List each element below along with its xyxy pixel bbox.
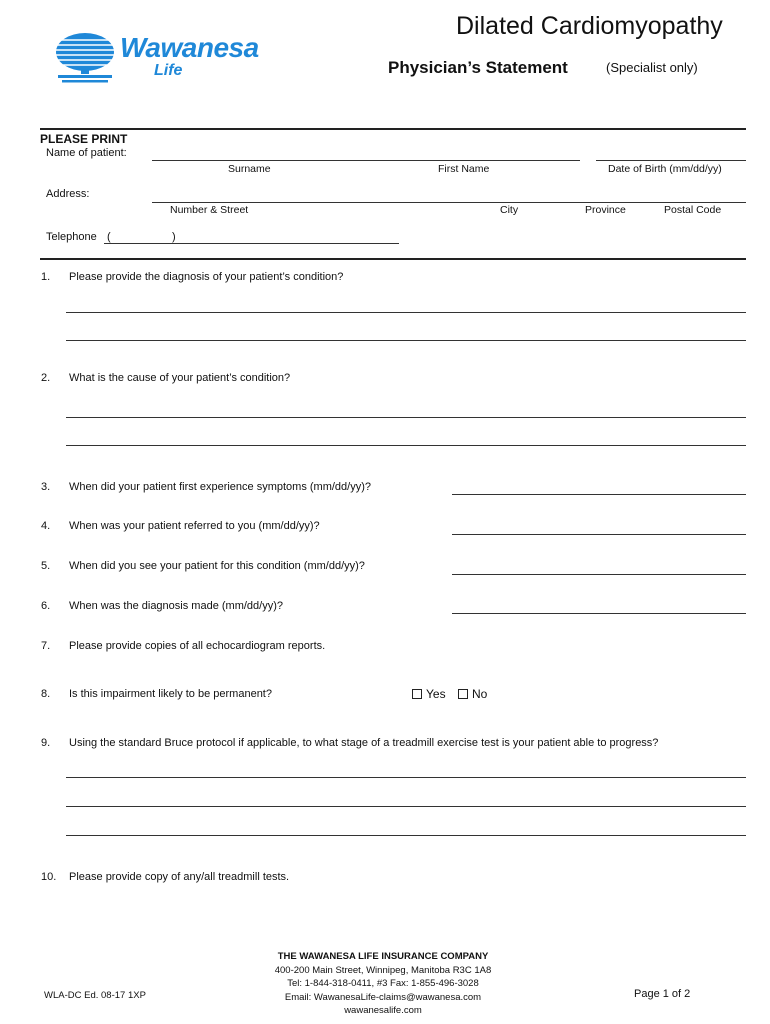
question-8-number: 8. — [41, 688, 51, 700]
tree-emblem-icon — [54, 30, 116, 86]
footer-company-block — [233, 950, 533, 1018]
footer-telephone: Tel: 1-844-318-0411, #3 Fax: 1-855-496-3028 — [287, 978, 479, 989]
please-print-label: PLEASE PRINT — [40, 132, 128, 146]
header-divider — [40, 128, 746, 130]
yes-checkbox[interactable] — [412, 689, 422, 699]
question-4-number: 4. — [41, 520, 51, 532]
logo-sub: Life — [154, 62, 183, 79]
question-4-answer-line[interactable] — [452, 534, 746, 535]
postal-caption: Postal Code — [664, 204, 722, 216]
telephone-label: Telephone — [46, 231, 97, 243]
no-label: No — [472, 687, 488, 701]
page-number: Page 1 of 2 — [634, 988, 691, 1000]
surname-caption: Surname — [228, 163, 271, 175]
telephone-field[interactable] — [104, 243, 399, 244]
question-3-answer-line[interactable] — [452, 494, 746, 495]
question-5-answer-line[interactable] — [452, 574, 746, 575]
question-6-number: 6. — [41, 600, 51, 612]
question-9-number: 9. — [41, 737, 51, 749]
address-field[interactable] — [152, 202, 746, 203]
specialist-note: (Specialist only) — [606, 60, 698, 75]
address-label: Address: — [46, 188, 90, 200]
question-4-text: When was your patient referred to you (mm/dd/yy)? — [69, 520, 320, 532]
no-checkbox[interactable] — [458, 689, 468, 699]
document-subtitle: Physician’s Statement — [388, 58, 568, 77]
question-9-answer-line[interactable] — [66, 806, 746, 807]
question-1-number: 1. — [41, 271, 51, 283]
dob-caption: Date of Birth (mm/dd/yy) — [608, 163, 722, 175]
question-5-number: 5. — [41, 560, 51, 572]
question-9-text: Using the standard Bruce protocol if applicable, to what stage of a treadmill exercise test is your patient able to progress? — [69, 737, 659, 749]
patient-name-field[interactable] — [152, 160, 580, 161]
question-2-answer-line[interactable] — [66, 417, 746, 418]
question-1-answer-line[interactable] — [66, 340, 746, 341]
question-3-text: When did your patient first experience symptoms (mm/dd/yy)? — [69, 481, 372, 493]
telephone-open-paren: ( — [107, 231, 111, 243]
section-divider — [40, 258, 746, 260]
question-1-text: Please provide the diagnosis of your patient’s condition? — [69, 271, 344, 283]
question-8-text: Is this impairment likely to be permanent? — [69, 688, 272, 700]
dob-field[interactable] — [596, 160, 746, 161]
patient-name-label: Name of patient: — [46, 147, 127, 159]
yes-label: Yes — [426, 687, 446, 701]
telephone-close-paren: ) — [172, 231, 176, 243]
permanent-no-option[interactable] — [458, 687, 487, 701]
footer-email: Email: WawanesaLife-claims@wawanesa.com — [284, 991, 482, 1003]
footer-website: wawanesalife.com — [344, 1005, 422, 1016]
question-1-answer-line[interactable] — [66, 312, 746, 313]
question-2-number: 2. — [41, 372, 51, 384]
form-code: WLA-DC Ed. 08-17 1XP — [44, 990, 146, 1001]
question-9-answer-line[interactable] — [66, 777, 746, 778]
question-5-text: When did you see your patient for this condition (mm/dd/yy)? — [69, 560, 365, 572]
question-6-text: When was the diagnosis made (mm/dd/yy)? — [69, 600, 283, 612]
province-caption: Province — [585, 204, 626, 216]
city-caption: City — [500, 204, 519, 216]
logo-wordmark: Wawanesa — [120, 32, 259, 63]
street-caption: Number & Street — [170, 204, 249, 216]
question-7-number: 7. — [41, 640, 51, 652]
question-2-answer-line[interactable] — [66, 445, 746, 446]
question-2-text: What is the cause of your patient’s condition? — [69, 372, 291, 384]
first-name-caption: First Name — [438, 163, 490, 175]
document-title: Dilated Cardiomyopathy — [456, 12, 723, 40]
question-10-number: 10. — [41, 871, 57, 883]
question-9-answer-line[interactable] — [66, 835, 746, 836]
wawanesa-logo — [54, 30, 274, 86]
permanent-yes-option[interactable] — [412, 687, 446, 701]
question-7-text: Please provide copies of all echocardiogram reports. — [69, 640, 326, 652]
footer-company-name: THE WAWANESA LIFE INSURANCE COMPANY — [277, 951, 489, 962]
question-3-number: 3. — [41, 481, 51, 493]
question-10-text: Please provide copy of any/all treadmill tests. — [69, 871, 290, 883]
question-6-answer-line[interactable] — [452, 613, 746, 614]
footer-address: 400-200 Main Street, Winnipeg, Manitoba R3C 1A8 — [274, 964, 492, 976]
